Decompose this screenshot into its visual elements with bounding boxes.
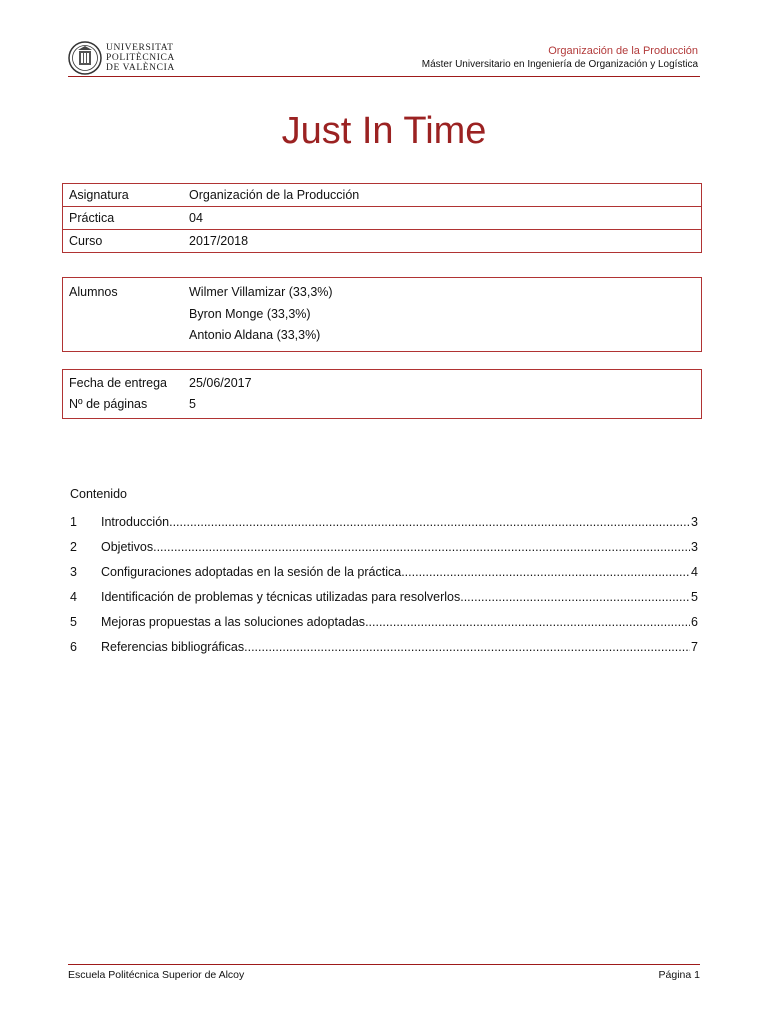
meta-label: Nº de páginas: [69, 397, 148, 412]
footer-page-number: Página 1: [658, 969, 700, 981]
footer-school: Escuela Politécnica Superior de Alcoy: [68, 969, 245, 981]
toc-page: 3: [691, 514, 698, 529]
info-label: Práctica: [69, 211, 115, 225]
toc-entry[interactable]: [70, 534, 698, 559]
toc-entry[interactable]: [70, 634, 698, 659]
info-row: [63, 184, 701, 207]
toc-leader: [153, 540, 690, 554]
toc-entry[interactable]: [70, 509, 698, 534]
header-master: Máster Universitario en Ingeniería de Organización y Logística: [421, 59, 698, 70]
meta-row: [63, 394, 701, 416]
student-name: Byron Monge (33,3%): [189, 306, 311, 321]
toc-title: Identificación de problemas y técnicas utilizadas para resolverlos: [101, 589, 461, 604]
page-footer: [68, 964, 700, 981]
toc-title: Configuraciones adoptadas en la sesión de la práctica: [101, 564, 402, 579]
toc-leader: [244, 640, 690, 654]
toc-number: 1: [70, 514, 77, 529]
toc-entry[interactable]: [70, 559, 698, 584]
table-of-contents: [70, 484, 698, 659]
toc-page: 5: [691, 589, 698, 604]
toc-title: Referencias bibliográficas: [101, 639, 245, 654]
toc-number: 3: [70, 564, 77, 579]
meta-value: 25/06/2017: [189, 375, 252, 390]
students-label: Alumnos: [69, 285, 118, 299]
meta-value: 5: [189, 397, 196, 412]
page-header: [68, 40, 700, 77]
info-value: Organización de la Producción: [189, 188, 360, 202]
logo-line-3: DE VALÈNCIA: [106, 63, 175, 73]
header-course: Organización de la Producción: [548, 45, 698, 57]
toc-title: Mejoras propuestas a las soluciones adoptadas: [101, 614, 366, 629]
toc-number: 2: [70, 539, 77, 554]
toc-page: 6: [691, 614, 698, 629]
toc-page: 7: [691, 639, 698, 654]
info-row: [63, 230, 701, 252]
toc-number: 4: [70, 589, 77, 604]
submission-table: [62, 369, 702, 419]
info-label: Curso: [69, 234, 103, 248]
logo-line-2: POLITÈCNICA: [106, 53, 175, 63]
document-title: Just In Time: [281, 110, 487, 152]
meta-row: [63, 372, 701, 394]
university-seal-icon: [68, 41, 102, 75]
toc-number: 6: [70, 639, 77, 654]
info-row: [63, 207, 701, 230]
info-label: Asignatura: [69, 188, 129, 202]
toc-entry[interactable]: [70, 584, 698, 609]
info-value: 04: [189, 211, 203, 225]
toc-heading: Contenido: [70, 487, 127, 501]
toc-page: 3: [691, 539, 698, 554]
toc-leader: [401, 565, 690, 579]
meta-label: Fecha de entrega: [69, 375, 167, 390]
logo-line-1: UNIVERSITAT: [106, 43, 174, 53]
toc-entry[interactable]: [70, 609, 698, 634]
student-name: Antonio Aldana (33,3%): [189, 328, 321, 342]
students-table: [62, 277, 702, 352]
university-logo: [68, 41, 175, 75]
student-name: Wilmer Villamizar (33,3%): [189, 285, 333, 299]
toc-title: Objetivos: [101, 539, 154, 554]
toc-leader: [169, 515, 690, 529]
toc-leader: [365, 615, 690, 629]
toc-leader: [460, 590, 690, 604]
toc-number: 5: [70, 614, 77, 629]
info-value: 2017/2018: [189, 234, 249, 248]
toc-title: Introducción: [101, 514, 170, 529]
toc-page: 4: [691, 564, 698, 579]
course-info-table: [62, 183, 702, 253]
